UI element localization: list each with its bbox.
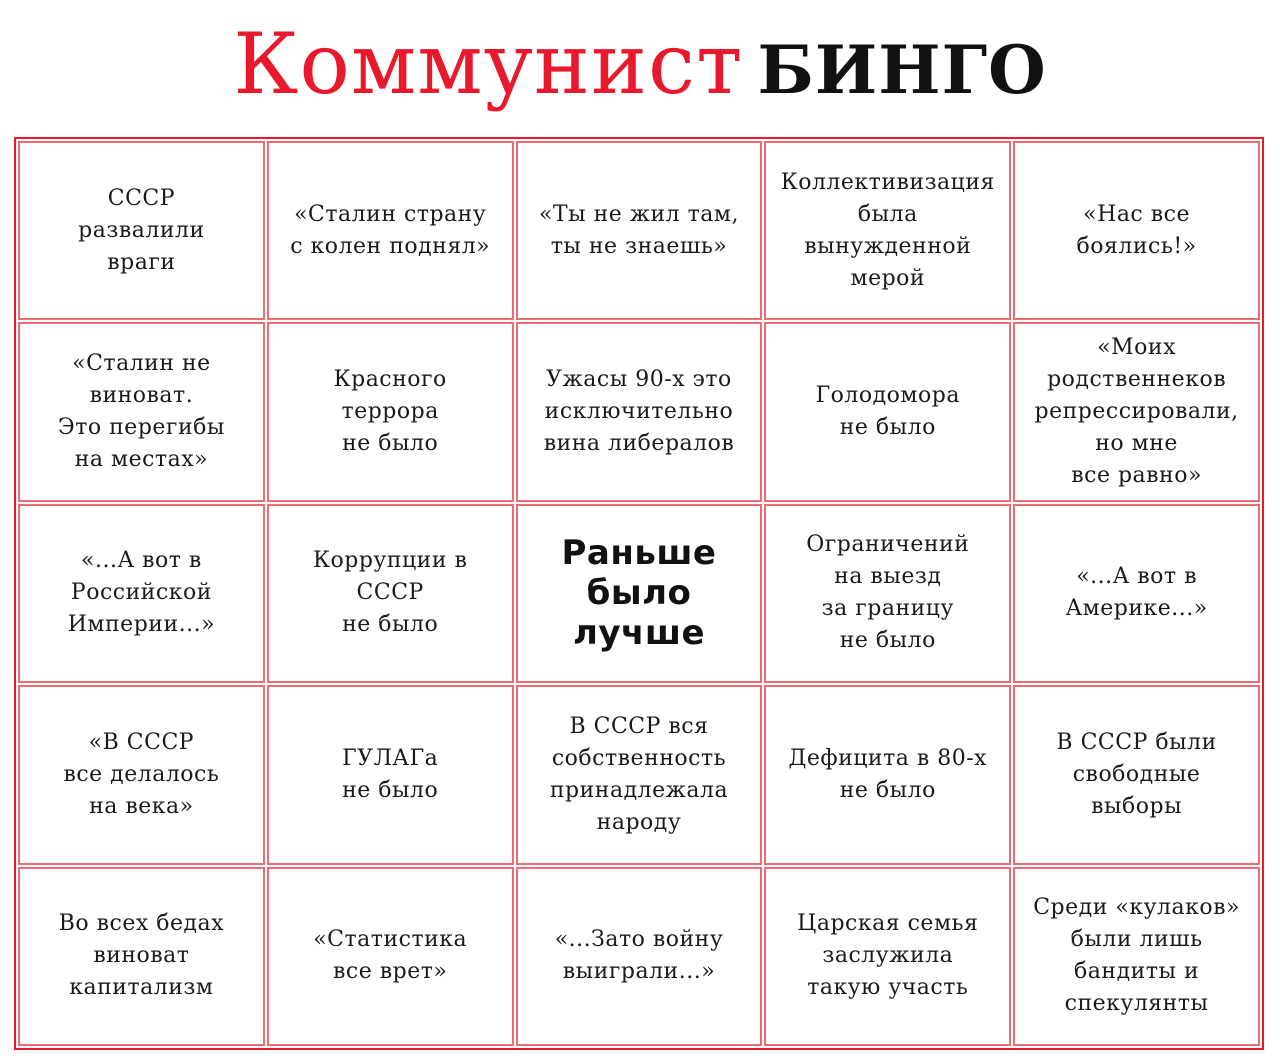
bingo-cell-text: Ограничений на выезд за границу не было [806,532,970,654]
bingo-cell-18[interactable] [516,685,763,864]
bingo-cell-22[interactable] [267,867,514,1046]
bingo-cell-16[interactable] [18,685,265,864]
bingo-cell-text: «...А вот в Америке...» [1065,564,1208,622]
bingo-cell-text: «Моих родственнеков репрессировали, но мне все равно» [1034,335,1239,489]
bingo-cell-text: «Сталин не виноват. Это перегибы на местах» [57,351,225,473]
bingo-cell-9[interactable] [764,322,1011,501]
bingo-cell-15[interactable] [1013,504,1260,683]
bingo-cell-12[interactable] [267,504,514,683]
bingo-cell-text: Ужасы 90-х это исключительно вина либералов [543,367,735,457]
bingo-cell-text: Царская семья заслужила такую участь [797,911,979,1001]
bingo-cell-text: СССР развалили враги [78,185,205,275]
bingo-cell-text: Во всех бедах виноват капитализм [58,911,225,1001]
bingo-cell-text: Коллективизация была вынужденной мерой [780,169,995,291]
bingo-cell-21[interactable] [18,867,265,1046]
bingo-grid [14,137,1264,1050]
bingo-cell-text: Среди «кулаков» были лишь бандиты и спекулянты [1033,895,1240,1017]
bingo-cell-1[interactable] [18,141,265,320]
bingo-cell-3[interactable] [516,141,763,320]
bingo-cell-14[interactable] [764,504,1011,683]
title-black-part: БИНГО [757,31,1047,109]
bingo-cell-text: Голодомора не было [815,383,960,441]
bingo-cell-text: В СССР были свободные выборы [1056,729,1217,819]
bingo-cell-text: «...Зато войну выиграли...» [554,927,724,985]
bingo-cell-25[interactable] [1013,867,1260,1046]
bingo-cell-text: Коррупции в СССР не было [312,548,468,638]
bingo-cell-6[interactable] [18,322,265,501]
bingo-cell-8[interactable] [516,322,763,501]
bingo-cell-10[interactable] [1013,322,1260,501]
bingo-cell-text: «Нас все боялись!» [1076,201,1197,259]
bingo-cell-text: Дефицита в 80-х не было [788,745,988,803]
bingo-cell-text: «Сталин страну с колен поднял» [290,201,491,259]
bingo-cell-17[interactable] [267,685,514,864]
page-title [0,15,1280,113]
bingo-cell-20[interactable] [1013,685,1260,864]
bingo-cell-center[interactable] [516,504,763,683]
bingo-cell-text: «Ты не жил там, ты не знаешь» [538,201,740,259]
bingo-cell-text: В СССР вся собственность принадлежала народу [549,713,729,835]
bingo-cell-text: «В СССР все делалось на века» [63,729,220,819]
bingo-cell-5[interactable] [1013,141,1260,320]
bingo-cell-19[interactable] [764,685,1011,864]
bingo-cell-11[interactable] [18,504,265,683]
bingo-cell-2[interactable] [267,141,514,320]
bingo-cell-24[interactable] [764,867,1011,1046]
bingo-cell-4[interactable] [764,141,1011,320]
bingo-cell-text: «Статистика все врет» [313,927,468,985]
bingo-cell-23[interactable] [516,867,763,1046]
bingo-cell-center-text: Раньше было лучше [561,533,717,654]
bingo-cell-7[interactable] [267,322,514,501]
bingo-cell-text: Красного террора не было [333,367,447,457]
bingo-cell-text: «...А вот в Российской Империи...» [67,548,216,638]
bingo-cell-text: ГУЛАГа не было [342,745,439,803]
title-red-part: Коммунист [233,15,744,113]
